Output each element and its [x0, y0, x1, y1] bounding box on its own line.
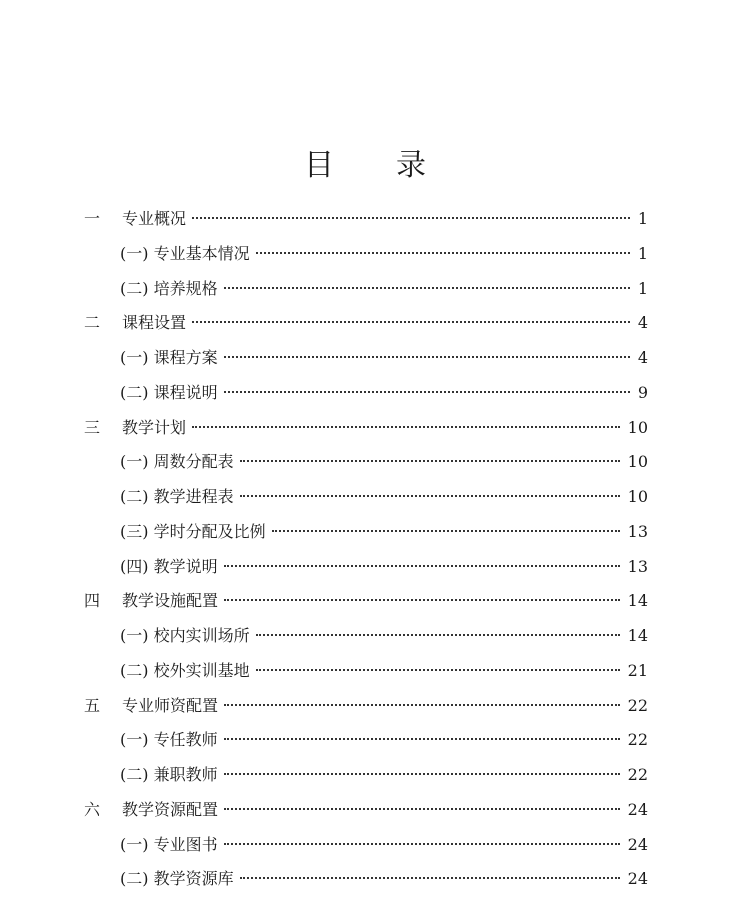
toc-entry-page: 14: [627, 591, 648, 611]
toc-subentry[interactable]: [84, 723, 648, 758]
toc-subentry[interactable]: [84, 341, 648, 376]
toc-entry-page: 9: [637, 382, 648, 402]
toc-subentry[interactable]: [84, 376, 648, 411]
toc-entry[interactable]: [84, 793, 648, 828]
toc-subentry[interactable]: [84, 654, 648, 689]
toc-entry-label: (一) 课程方案: [120, 348, 218, 367]
toc-entry-page: 24: [627, 834, 648, 854]
toc-subentry[interactable]: [84, 619, 648, 654]
toc-entry-page: 4: [637, 313, 648, 333]
toc-leader-dots: [192, 321, 630, 323]
toc-leader-dots: [224, 599, 620, 601]
toc-entry-label: (二) 兼职教师: [120, 765, 218, 784]
title-char-1: 目: [304, 148, 334, 183]
toc-leader-dots: [224, 773, 620, 775]
toc-subentry[interactable]: [84, 515, 648, 550]
toc-subentry[interactable]: [84, 480, 648, 515]
toc-entry-page: 10: [627, 487, 648, 506]
toc-leader-dots: [224, 738, 620, 740]
toc-leader-dots: [224, 704, 620, 706]
toc-entry-label: 教学设施配置: [122, 591, 219, 611]
toc-entry-label: (一) 周数分配表: [120, 452, 234, 472]
toc-leader-dots: [272, 530, 620, 532]
title-char-2: 录: [396, 148, 426, 183]
toc-entry-label: (二) 培养规格: [120, 278, 218, 298]
toc-leader-dots: [256, 252, 630, 254]
toc-subentry[interactable]: [84, 758, 648, 793]
toc-entry-label: (二) 教学进程表: [120, 487, 234, 506]
toc-entry-number: 四: [84, 591, 101, 611]
toc-entry[interactable]: [84, 689, 648, 724]
toc-entry-label: (一) 专业基本情况: [120, 243, 250, 263]
table-of-contents: [84, 202, 648, 897]
toc-entry-label: 专业概况: [122, 209, 187, 228]
toc-entry-number: 六: [84, 799, 101, 819]
toc-leader-dots: [240, 877, 620, 879]
toc-leader-dots: [224, 356, 630, 358]
toc-entry-page: 10: [627, 417, 648, 437]
toc-entry-page: 22: [627, 765, 648, 784]
toc-subentry[interactable]: [84, 828, 648, 863]
toc-leader-dots: [240, 460, 620, 462]
toc-entry-number: 五: [84, 695, 101, 715]
toc-leader-dots: [224, 391, 630, 393]
toc-entry[interactable]: [84, 584, 648, 619]
toc-leader-dots: [192, 426, 620, 428]
toc-entry-page: 13: [627, 521, 648, 541]
toc-entry-label: (二) 课程说明: [120, 382, 218, 402]
toc-leader-dots: [224, 808, 620, 810]
toc-entry-label: (二) 校外实训基地: [120, 660, 250, 680]
toc-subentry[interactable]: [84, 272, 648, 307]
toc-entry-page: 1: [637, 209, 648, 228]
toc-entry-page: 10: [627, 452, 648, 472]
toc-entry-page: 24: [627, 799, 648, 819]
toc-entry-label: 课程设置: [122, 313, 187, 333]
toc-leader-dots: [240, 495, 620, 497]
toc-entry-label: (四) 教学说明: [120, 556, 218, 576]
toc-entry-label: (二) 教学资源库: [120, 869, 234, 889]
toc-entry[interactable]: [84, 306, 648, 341]
toc-leader-dots: [224, 565, 620, 567]
toc-leader-dots: [256, 669, 620, 671]
toc-entry-label: (一) 专业图书: [120, 834, 218, 854]
toc-entry-page: 22: [627, 730, 648, 750]
toc-leader-dots: [224, 287, 630, 289]
toc-entry-page: 1: [637, 243, 648, 263]
toc-entry-label: 教学资源配置: [122, 799, 219, 819]
toc-entry-page: 1: [637, 278, 648, 298]
toc-entry-label: 专业师资配置: [122, 695, 219, 715]
toc-entry[interactable]: [84, 202, 648, 237]
toc-subentry[interactable]: [84, 237, 648, 272]
toc-leader-dots: [192, 217, 630, 219]
toc-entry-label: (一) 专任教师: [120, 730, 218, 750]
toc-entry-page: 4: [637, 348, 648, 367]
toc-entry[interactable]: [84, 411, 648, 446]
toc-entry-page: 24: [627, 869, 648, 889]
toc-entry-label: 教学计划: [122, 417, 187, 437]
toc-subentry[interactable]: [84, 550, 648, 585]
toc-leader-dots: [256, 634, 620, 636]
toc-entry-page: 13: [627, 556, 648, 576]
toc-entry-page: 22: [627, 695, 648, 715]
toc-entry-label: (三) 学时分配及比例: [120, 521, 266, 541]
toc-entry-page: 14: [627, 626, 648, 645]
toc-entry-label: (一) 校内实训场所: [120, 626, 250, 645]
toc-entry-page: 21: [627, 660, 648, 680]
toc-entry-number: 三: [84, 417, 101, 437]
toc-subentry[interactable]: [84, 445, 648, 480]
toc-subentry[interactable]: [84, 862, 648, 897]
page-title: [0, 140, 730, 184]
toc-leader-dots: [224, 843, 620, 845]
toc-entry-number: 二: [84, 313, 101, 333]
toc-entry-number: 一: [84, 209, 101, 228]
